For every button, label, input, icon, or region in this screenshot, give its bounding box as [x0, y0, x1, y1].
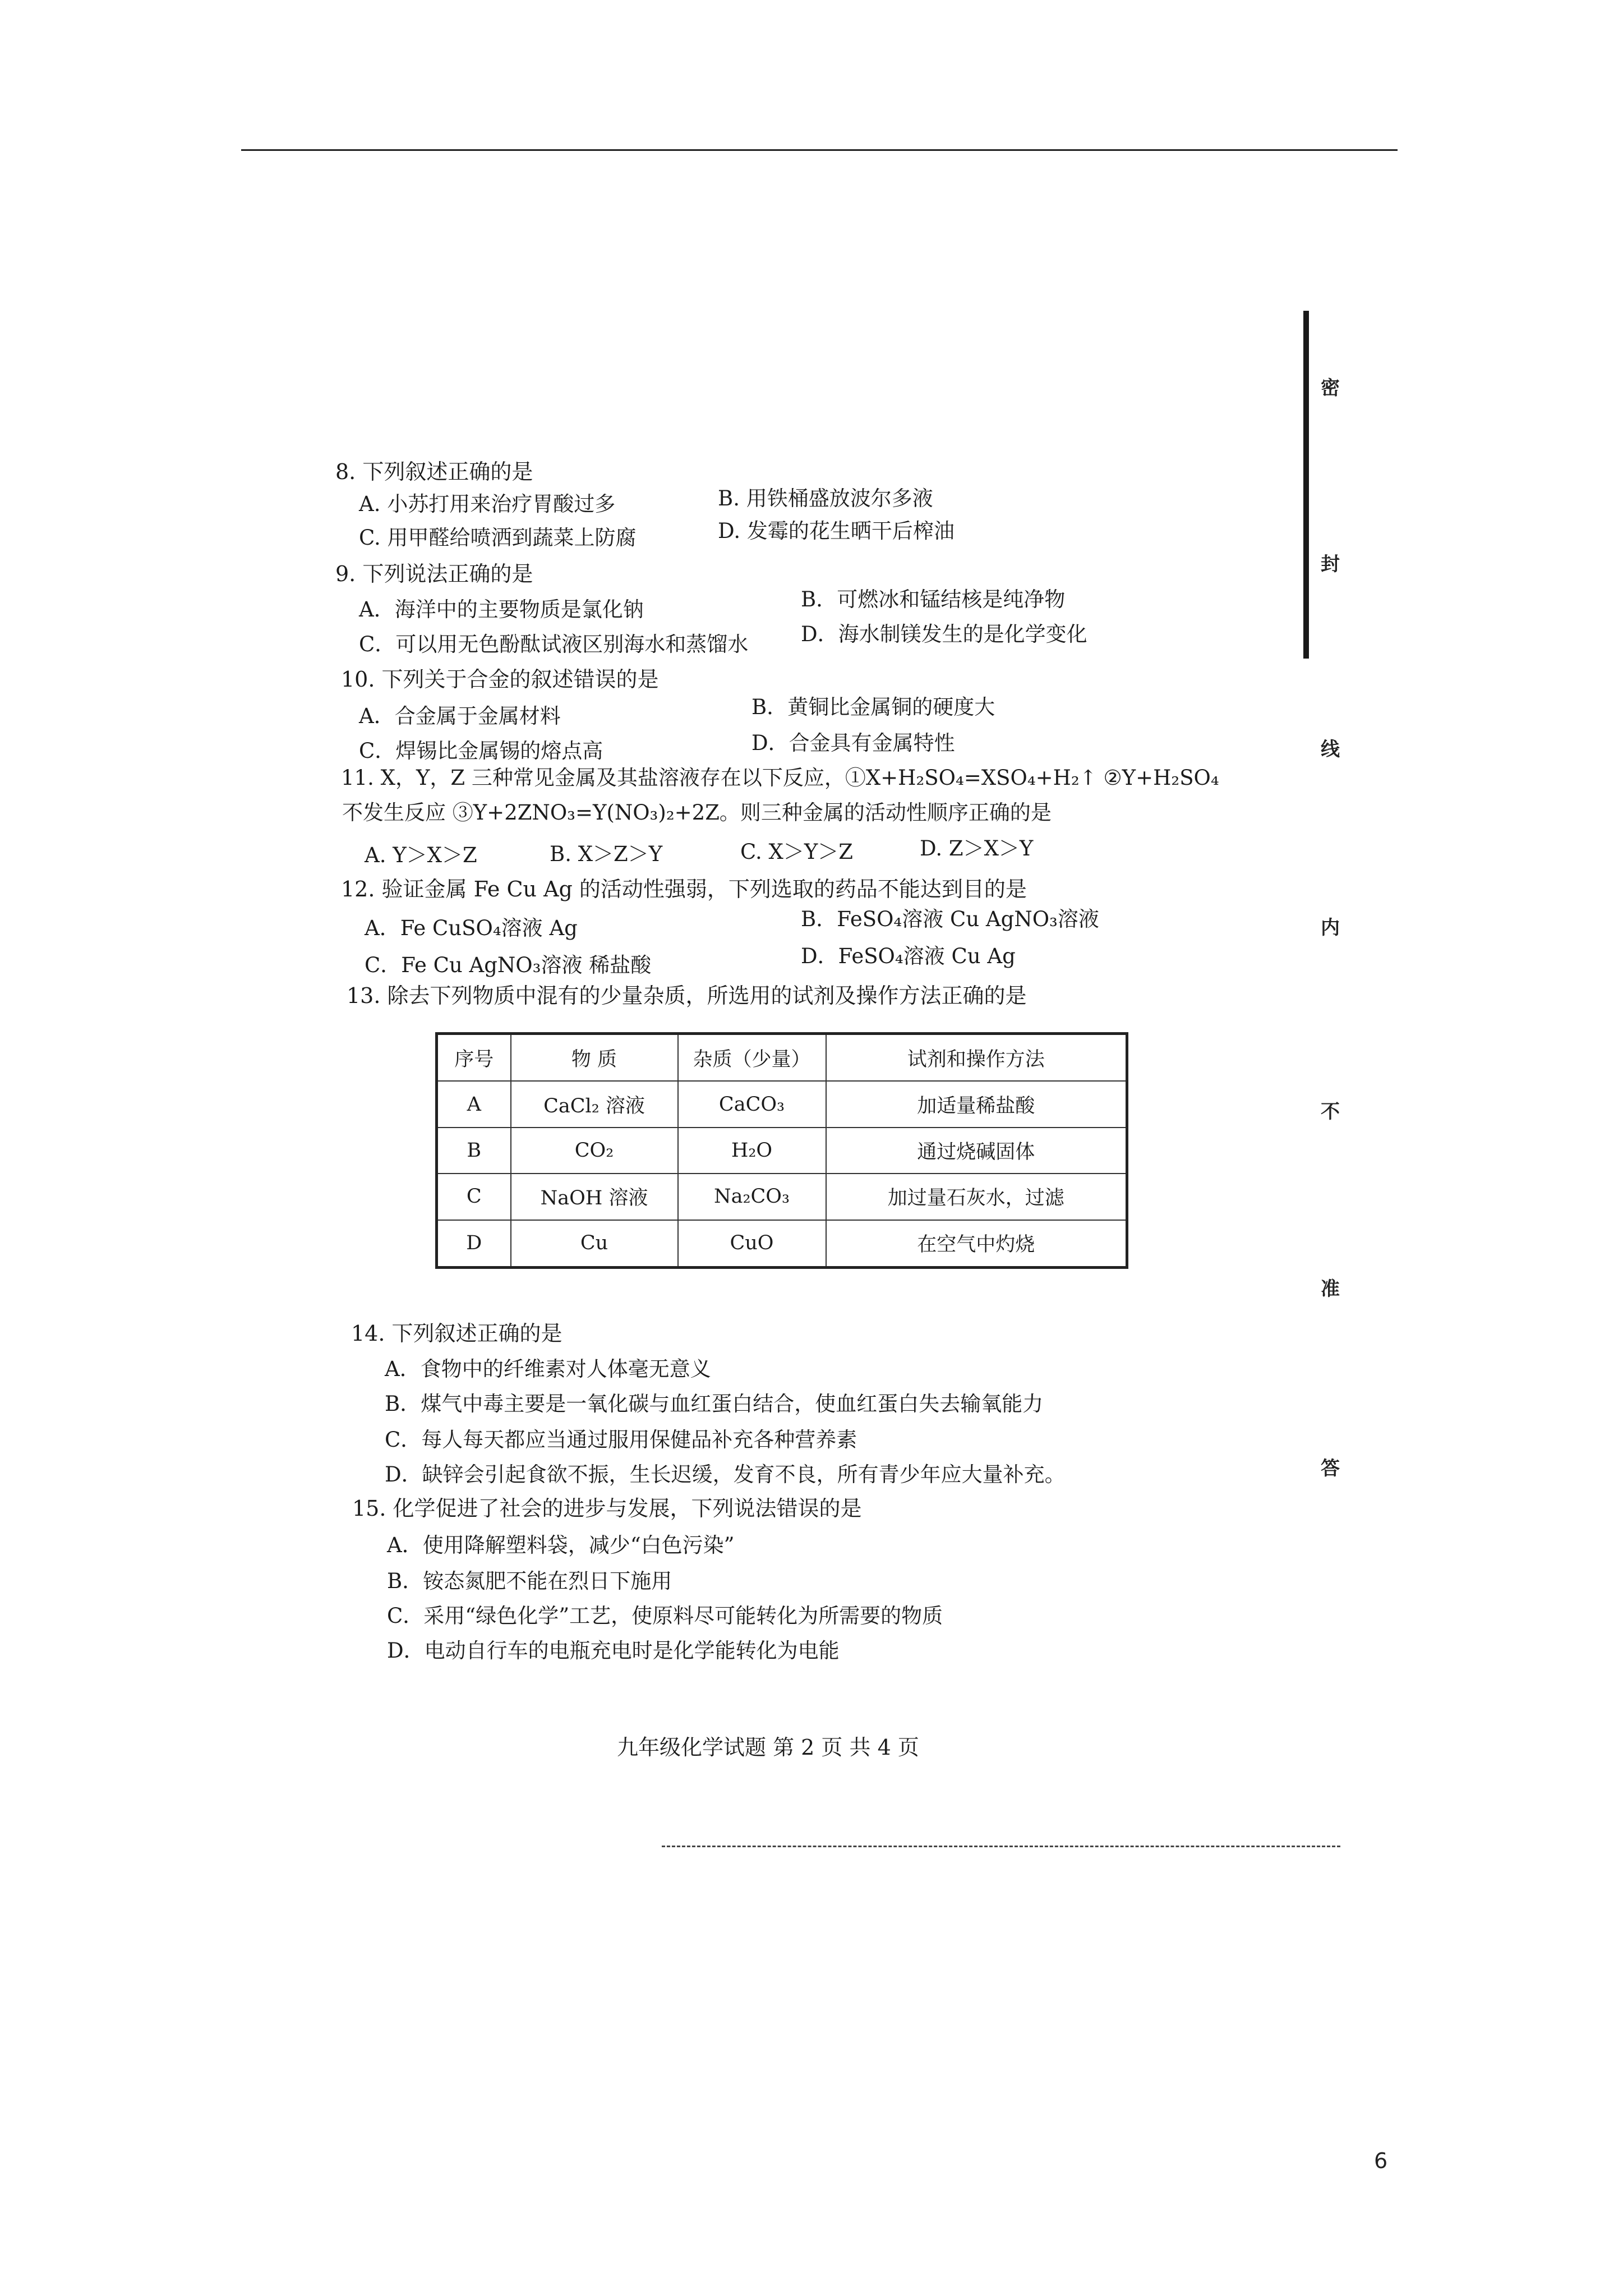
- table-cell: Cu: [511, 1220, 678, 1268]
- q13-table: [435, 1032, 1128, 1269]
- table-cell: H₂O: [678, 1128, 826, 1174]
- q10-option-b: B．黄铜比金属铜的硬度大: [751, 695, 995, 719]
- q11-stem-line2: 不发生反应 ③Y+2ZNO₃=Y(NO₃)₂+2Z。则三种金属的活动性顺序正确的是: [342, 800, 1052, 825]
- q14-option-c: C．每人每天都应当通过服用保健品补充各种营养素: [385, 1428, 857, 1452]
- q15-option-c: C．采用“绿色化学”工艺，使原料尽可能转化为所需要的物质: [387, 1604, 943, 1628]
- q13-stem: 13. 除去下列物质中混有的少量杂质，所选用的试剂及操作方法正确的是: [347, 983, 1027, 1008]
- table-cell: 加过量石灰水，过滤: [826, 1174, 1127, 1220]
- top-rule: [241, 149, 1398, 151]
- q15-stem: 15. 化学促进了社会的进步与发展，下列说法错误的是: [352, 1496, 862, 1521]
- q10-stem: 10. 下列关于合金的叙述错误的是: [341, 667, 659, 692]
- q9-option-d: D．海水制镁发生的是化学变化: [801, 622, 1087, 646]
- q8-option-c: C. 用甲醛给喷洒到蔬菜上防腐: [359, 526, 637, 550]
- q15-option-b: B．铵态氮肥不能在烈日下施用: [387, 1569, 672, 1593]
- table-cell: C: [437, 1174, 511, 1220]
- q15-option-a: A．使用降解塑料袋，减少“白色污染”: [387, 1533, 735, 1557]
- table-cell: CuO: [678, 1220, 826, 1268]
- q12-stem: 12. 验证金属 Fe Cu Ag 的活动性强弱，下列选取的药品不能达到目的是: [341, 877, 1027, 901]
- seal-line-bar: [1303, 311, 1309, 659]
- q11-option-c: C. X＞Y＞Z: [740, 840, 853, 864]
- q9-stem: 9. 下列说法正确的是: [335, 562, 533, 586]
- table-row: [437, 1081, 1127, 1127]
- table-row: [437, 1220, 1127, 1268]
- page-footer: 九年级化学试题 第 2 页 共 4 页: [617, 1735, 919, 1760]
- dashed-divider: [662, 1846, 1340, 1847]
- table-cell: D: [437, 1220, 511, 1268]
- q14-option-a: A．食物中的纤维素对人体毫无意义: [385, 1357, 711, 1381]
- table-header-cell: 试剂和操作方法: [826, 1034, 1127, 1082]
- table-cell: B: [437, 1128, 511, 1174]
- table-row: [437, 1174, 1127, 1220]
- table-cell: Na₂CO₃: [678, 1174, 826, 1220]
- margin-char: 密: [1321, 377, 1340, 399]
- margin-char: 不: [1321, 1101, 1340, 1123]
- q11-option-a: A. Y＞X＞Z: [365, 843, 477, 867]
- q9-option-a: A．海洋中的主要物质是氯化钠: [359, 597, 644, 622]
- q9-option-b: B．可燃冰和锰结核是纯净物: [801, 587, 1066, 611]
- q11-stem-line1: 11. X，Y，Z 三种常见金属及其盐溶液存在以下反应，①X+H₂SO₄=XSO₄+H₂↑ ②Y+H₂SO₄: [341, 766, 1219, 790]
- q12-option-c: C．Fe Cu AgNO₃溶液 稀盐酸: [365, 953, 652, 977]
- table-cell: CO₂: [511, 1128, 678, 1174]
- q8-option-a: A. 小苏打用来治疗胃酸过多: [359, 492, 616, 516]
- q8-stem: 8. 下列叙述正确的是: [335, 459, 533, 484]
- table-header-row: [437, 1034, 1127, 1082]
- table-cell: 通过烧碱固体: [826, 1128, 1127, 1174]
- q11-option-d: D. Z＞X＞Y: [920, 836, 1034, 861]
- margin-char: 封: [1321, 553, 1340, 576]
- q8-option-b: B. 用铁桶盛放波尔多液: [718, 486, 933, 510]
- table-cell: CaCO₃: [678, 1081, 826, 1127]
- q12-option-d: D．FeSO₄溶液 Cu Ag: [801, 944, 1016, 968]
- page-number: 6: [1374, 2148, 1388, 2173]
- table-row: [437, 1128, 1127, 1174]
- table-header-cell: 物 质: [511, 1034, 678, 1082]
- margin-char: 准: [1321, 1278, 1340, 1300]
- margin-char: 内: [1321, 917, 1340, 939]
- q8-option-d: D. 发霉的花生晒干后榨油: [718, 519, 955, 543]
- table-header-cell: 杂质（少量）: [678, 1034, 826, 1082]
- table-cell: CaCl₂ 溶液: [511, 1081, 678, 1127]
- q15-option-d: D．电动自行车的电瓶充电时是化学能转化为电能: [387, 1639, 840, 1663]
- q12-option-b: B．FeSO₄溶液 Cu AgNO₃溶液: [801, 907, 1099, 931]
- q9-option-c: C．可以用无色酚酞试液区别海水和蒸馏水: [359, 632, 749, 656]
- table-cell: 在空气中灼烧: [826, 1220, 1127, 1268]
- q14-option-d: D．缺锌会引起食欲不振，生长迟缓，发育不良，所有青少年应大量补充。: [385, 1462, 1066, 1487]
- q10-option-a: A．合金属于金属材料: [359, 704, 561, 728]
- q14-stem: 14. 下列叙述正确的是: [351, 1321, 562, 1346]
- margin-char: 线: [1321, 738, 1340, 761]
- q14-option-b: B．煤气中毒主要是一氧化碳与血红蛋白结合，使血红蛋白失去输氧能力: [385, 1392, 1044, 1416]
- q12-option-a: A．Fe CuSO₄溶液 Ag: [365, 916, 578, 940]
- table-cell: A: [437, 1081, 511, 1127]
- margin-char: 答: [1321, 1457, 1340, 1480]
- q10-option-d: D．合金具有金属特性: [751, 731, 955, 755]
- table-cell: NaOH 溶液: [511, 1174, 678, 1220]
- table-cell: 加适量稀盐酸: [826, 1081, 1127, 1127]
- q11-option-b: B. X＞Z＞Y: [550, 842, 663, 866]
- table-header-cell: 序号: [437, 1034, 511, 1082]
- q10-option-c: C．焊锡比金属锡的熔点高: [359, 739, 603, 763]
